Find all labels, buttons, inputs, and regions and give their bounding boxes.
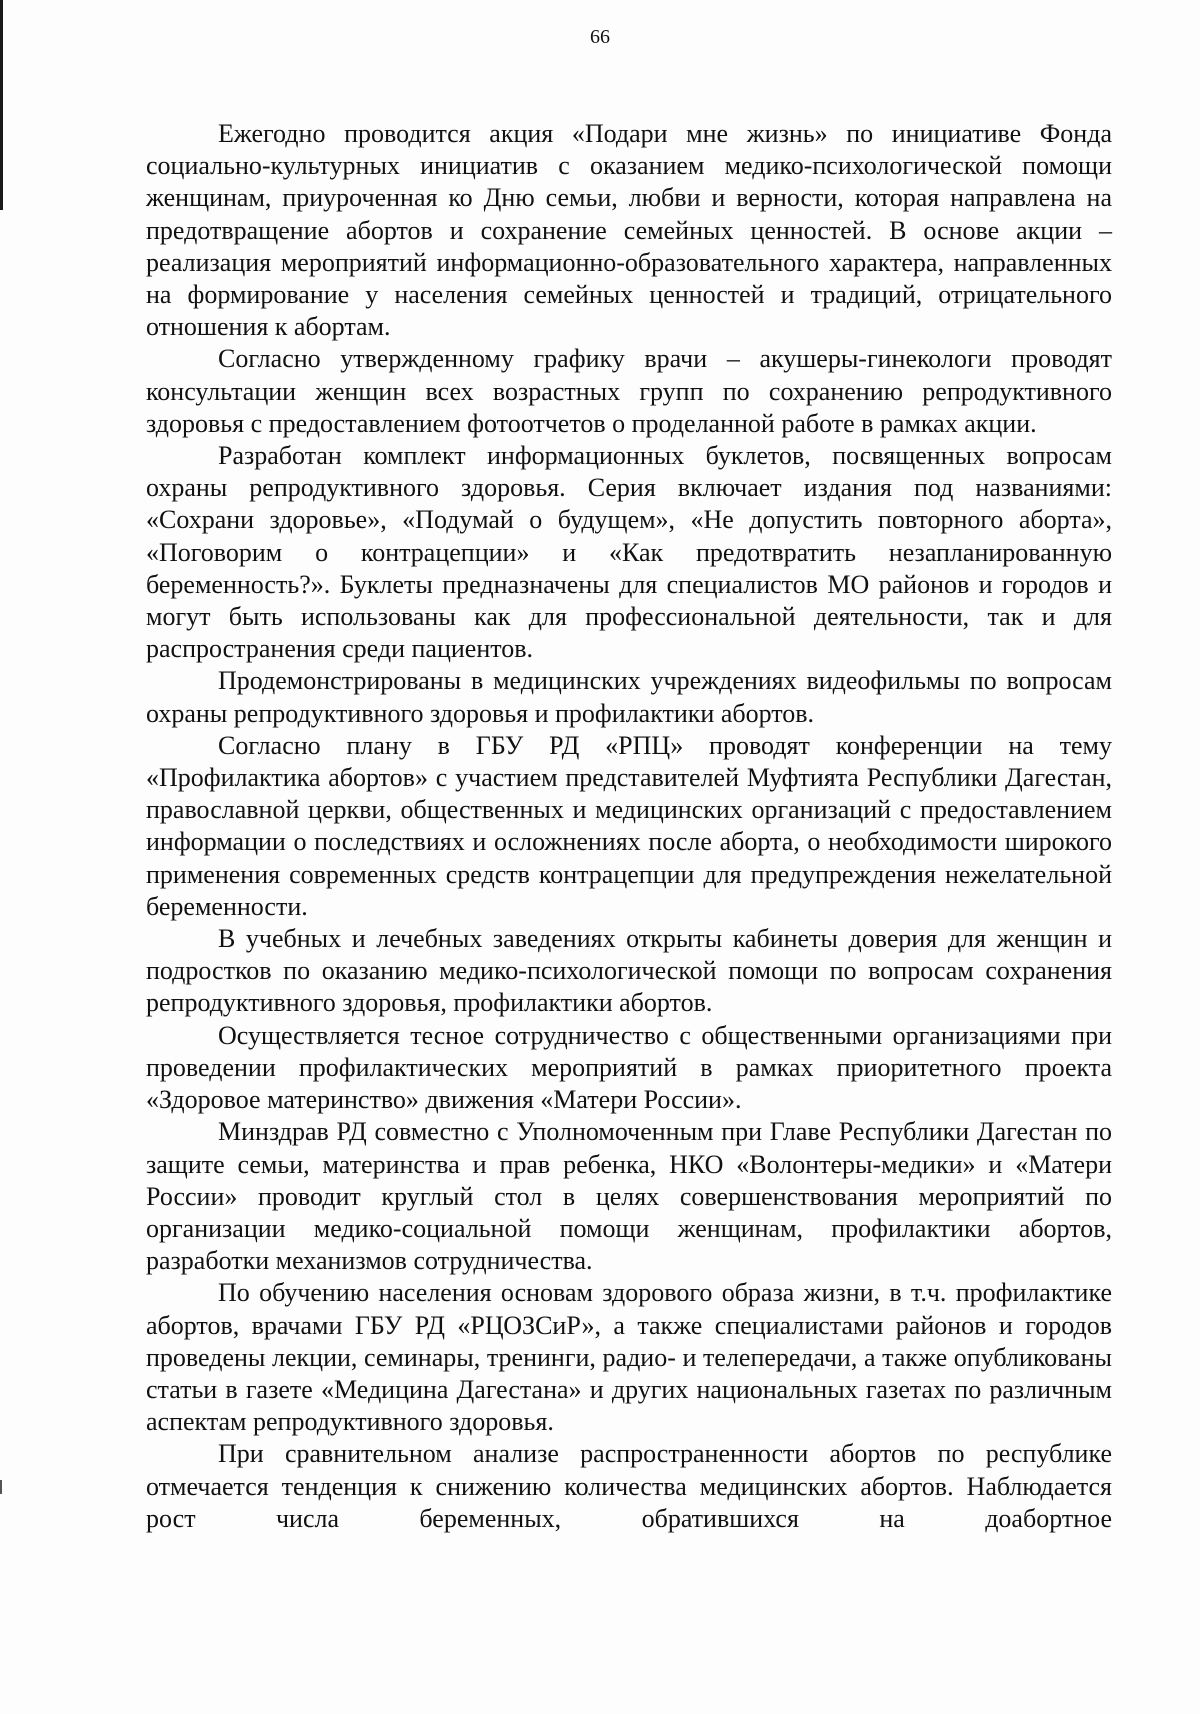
paragraph: При сравнительном анализе распространенности абортов по республике отмечается тенденция к снижению количества медицинских абортов. Наблюдается рост числа беременных, обратившихся на доабортное [146,1439,1112,1533]
paragraph: Минздрав РД совместно с Уполномоченным при Главе Республики Дагестан по защите семьи, материнства и прав ребенка, НКО «Волонтеры-медики» и «Матери России» проводит круглый стол в целях совершенствования мероприятий по организации медико-социальной помощи женщинам, профилактики абортов, разработки механизмов сотрудничества. [146,1117,1112,1276]
page-number: 66 [590,26,610,48]
paragraph: Разработан комплект информационных буклетов, посвященных вопросам охраны репродуктивного здоровья. Серия включает издания под названиями: «Сохрани здоровье», «Подумай о будущем», «Не допустить повторного аборта», «Поговорим о контрацепции» и «Как предотвратить незапланированную беременность?». Буклеты предназначены для специалистов МО районов и городов и могут быть использованы как для профессиональной деятельности, так и для распространения среди пациентов. [146,441,1112,664]
paragraph: Осуществляется тесное сотрудничество с общественными организациями при проведении профилактических мероприятий в рамках приоритетного проекта «Здоровое материнство» движения «Матери России». [146,1020,1112,1115]
paragraph: Продемонстрированы в медицинских учреждениях видеофильмы по вопросам охраны репродуктивного здоровья и профилактики абортов. [146,666,1112,728]
body-text [146,118,1112,1535]
paragraph: Согласно плану в ГБУ РД «РПЦ» проводят конференции на тему «Профилактика абортов» с участием представителей Муфтията Республики Дагестан, православной церкви, общественных и медицинских организаций с предоставлением информации о последствиях и осложнениях после аборта, о необходимости широкого применения современных средств контрацепции для предупреждения нежелательной беременности. [146,730,1112,921]
scan-edge-mark [0,1480,2,1494]
paragraph: Согласно утвержденному графику врачи – акушеры-гинекологи проводят консультации женщин всех возрастных групп по сохранению репродуктивного здоровья с предоставлением фотоотчетов о проделанной работе в рамках акции. [146,344,1112,438]
paragraph: В учебных и лечебных заведениях открыты кабинеты доверия для женщин и подростков по оказанию медико-психологической помощи по вопросам сохранения репродуктивного здоровья, профилактики абортов. [146,924,1112,1018]
paragraph: Ежегодно проводится акция «Подари мне жизнь» по инициативе Фонда социально-культурных инициатив с оказанием медико-психологической помощи женщинам, приуроченная ко Дню семьи, любви и верности, которая направлена на предотвращение абортов и сохранение семейных ценностей. В основе акции – реализация мероприятий информационно-образовательного характера, направленных на формирование у населения семейных ценностей и традиций, отрицательного отношения к абортам. [146,119,1112,342]
paragraph: По обучению населения основам здорового образа жизни, в т.ч. профилактике абортов, врачами ГБУ РД «РЦОЗСиР», а также специалистами районов и городов проведены лекции, семинары, тренинги, радио- и телепередачи, а также опубликованы статьи в газете «Медицина Дагестана» и других национальных газетах по различным аспектам репродуктивного здоровья. [146,1278,1112,1437]
